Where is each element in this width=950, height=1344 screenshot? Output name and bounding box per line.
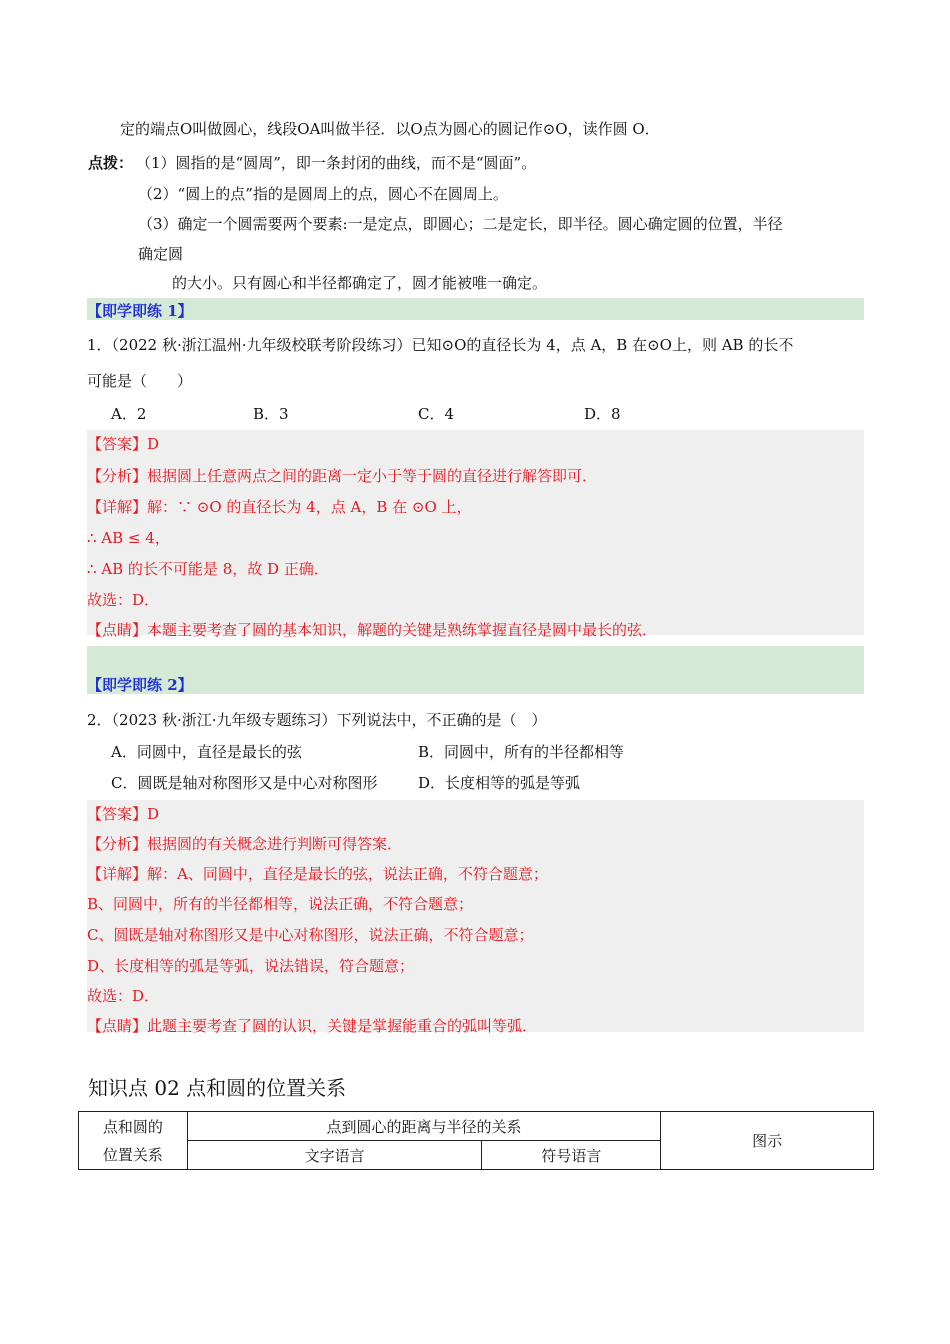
tip-3a: （3）确定一个圆需要两个要素:一是定点，即圆心；二是定长，即半径。圆心确定圆的位置，半径	[138, 215, 783, 233]
practice1-detail-4: 故选：D．	[87, 591, 160, 609]
practice1-header: 【即学即练 1】	[87, 302, 193, 320]
practice2-question: 2．（2023 秋·浙江·九年级专题练习）下列说法中，不正确的是（ ）	[87, 711, 547, 729]
practice1-detail-1: 【详解】解：∵ ⊙O 的直径长为 4，点 A，B 在 ⊙O 上，	[87, 498, 472, 516]
position-relation-table	[78, 1111, 874, 1170]
table-header-symbol-language: 符号语言	[482, 1141, 661, 1170]
table-header-relation-line2: 位置关系	[102, 1145, 163, 1164]
intro-line1: 定的端点O叫做圆心，线段OA叫做半径．以O点为圆心的圆记作⊙O，读作圆 O．	[120, 120, 660, 138]
practice2-header: 【即学即练 2】	[87, 676, 193, 694]
table-header-diagram: 图示	[661, 1112, 874, 1170]
tip-3c: 的大小。只有圆心和半径都确定了，圆才能被唯一确定。	[172, 274, 548, 292]
tip-3b: 确定圆	[138, 245, 184, 263]
practice2-option-a: A．同圆中，直径是最长的弦	[111, 743, 302, 761]
section-title: 知识点 02 点和圆的位置关系	[88, 1076, 347, 1100]
practice1-solution-box	[87, 430, 864, 635]
table-header-text-language: 文字语言	[187, 1141, 482, 1170]
practice1-question-b: 可能是（ ）	[87, 372, 193, 390]
practice2-detail-3: C、圆既是轴对称图形又是中心对称图形，说法正确，不符合题意；	[87, 926, 534, 944]
practice2-option-d: D．长度相等的弧是等弧	[418, 774, 581, 792]
practice1-header-band	[87, 298, 864, 320]
practice2-comment: 【点睛】此题主要考查了圆的认识，关键是掌握能重合的弧叫等弧．	[87, 1017, 538, 1035]
practice2-option-b: B．同圆中，所有的半径都相等	[418, 743, 625, 761]
practice1-option-d: D．8	[584, 405, 621, 423]
tip-label: 点拨：	[88, 154, 134, 172]
table-header-relation	[79, 1112, 188, 1170]
practice2-detail-5: 故选：D．	[87, 987, 160, 1005]
table-header-distance: 点到圆心的距离与半径的关系	[187, 1112, 660, 1141]
practice1-analysis: 【分析】根据圆上任意两点之间的距离一定小于等于圆的直径进行解答即可．	[87, 467, 598, 485]
practice2-detail-2: B、同圆中，所有的半径都相等，说法正确，不符合题意；	[87, 895, 474, 913]
practice1-detail-2: ∴ AB ≤ 4，	[87, 529, 170, 547]
practice1-option-c: C．4	[418, 405, 455, 423]
practice1-answer: 【答案】D	[87, 435, 160, 453]
practice2-header-band	[87, 646, 864, 694]
practice1-comment: 【点睛】本题主要考查了圆的基本知识，解题的关键是熟练掌握直径是圆中最长的弦．	[87, 621, 658, 639]
practice1-option-a: A．2	[111, 405, 147, 423]
tip-2: （2）“圆上的点”指的是圆周上的点，圆心不在圆周上。	[138, 185, 508, 203]
practice1-question-a: 1．（2022 秋·浙江温州·九年级校联考阶段练习）已知⊙O的直径长为 4，点 A，B 在⊙O上，则 AB 的长不	[87, 336, 794, 354]
table-header-relation-line1: 点和圆的	[102, 1117, 163, 1136]
practice2-answer: 【答案】D	[87, 805, 160, 823]
practice2-analysis: 【分析】根据圆的有关概念进行判断可得答案．	[87, 835, 403, 853]
practice1-detail-3: ∴ AB 的长不可能是 8，故 D 正确．	[87, 560, 329, 578]
practice2-option-c: C．圆既是轴对称图形又是中心对称图形	[111, 774, 378, 792]
practice2-detail-4: D、长度相等的弧是等弧，说法错误，符合题意；	[87, 957, 415, 975]
practice1-option-b: B．3	[253, 405, 289, 423]
tip-1: （1）圆指的是“圆周”，即一条封闭的曲线，而不是“圆面”。	[136, 154, 537, 172]
practice2-detail-1: 【详解】解：A、同圆中，直径是最长的弦，说法正确，不符合题意；	[87, 865, 548, 883]
